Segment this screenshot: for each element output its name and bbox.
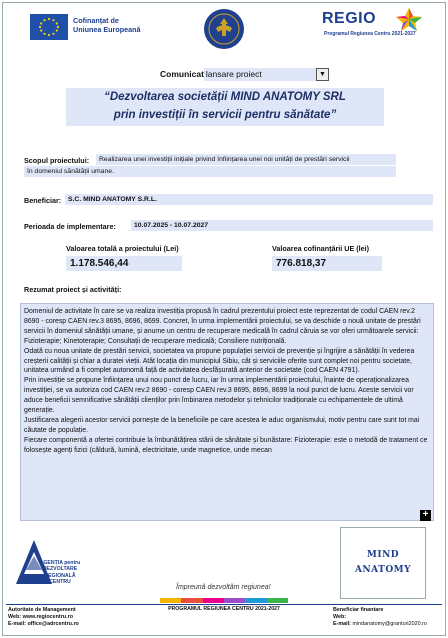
- comunicat-type-select[interactable]: [160, 68, 329, 81]
- slogan-color-bar: [160, 598, 288, 603]
- expand-plus-icon[interactable]: +: [420, 510, 431, 521]
- footer-right-title: Beneficiar finantare: [333, 607, 384, 613]
- footer-left-email: E-mail: office@adrcentru.ro: [8, 621, 79, 628]
- footer-left-info: [8, 607, 79, 629]
- beneficiar-field[interactable]: S.C. MIND ANATOMY S.R.L.: [65, 194, 433, 205]
- valoare-totala-label: Valoarea totală a proiectului (Lei): [66, 244, 179, 253]
- perioada-label: Perioada de implementare:: [24, 222, 116, 231]
- rezumat-paragraph: Justificarea alegerii acestor servicii pornește de la beneficiile pe care acestea le aduc organismului, motiv pentru care sunt tot mai căutate de populație.: [24, 416, 420, 434]
- rezumat-paragraph: Fiecare componentă a ofertei contribuie la îmbunătățirea stării de sănătate și bunăstare: Fizioterapie: este o metodă de tratament ce folosește agenți fizici (căldură, lumină, electricitate, unde magnetice, unde mecan: [24, 436, 428, 454]
- scop-field-line1[interactable]: Realizarea unei investiții inițiale privind înființarea unei noi unități de prestări servicii: [96, 154, 396, 165]
- scop-field-line2[interactable]: în domeniul sănătății umane.: [24, 166, 396, 177]
- eu-text-line1: Cofinanțat de: [73, 16, 119, 25]
- project-title-line2: prin investiții în servicii pentru sănătate”: [113, 109, 337, 121]
- adr-line1: AGENȚIA pentru: [39, 560, 81, 566]
- rezumat-label: Rezumat proiect și activități:: [24, 285, 122, 294]
- rezumat-paragraph: Domeniul de activitate în care se va realiza investiția propusă în cadrul prezentului proiect este reprezentat de codul CAEN rev.2 8690 - coresp CAEN rev.3 8695, 8696, 8699. Concret, în urma implementării proiectului, se va deschide o nouă unitate de prestări servicii în domeniul sănătății umane, și anume un centru de recuperare medicală în cadrul căruia se vor oferi următoarele servicii: Fizioterapie; Kinetoterapie; Consultații de recuperare medicală; Consiliere nutrițională.: [24, 308, 421, 345]
- comunicat-label: Comunicat: [160, 69, 204, 79]
- valoare-totala-field[interactable]: 1.178.546,44: [66, 256, 182, 271]
- footer-left-title: Autoritate de Management: [8, 607, 76, 613]
- beneficiary-logo-line2: ANATOMY: [354, 565, 412, 575]
- romanian-government-seal-icon: [203, 8, 245, 50]
- perioada-field[interactable]: 10.07.2025 - 10.07.2027: [131, 220, 433, 231]
- eu-flag-logo: [30, 14, 68, 40]
- beneficiary-logo-box: [340, 527, 426, 599]
- regio-star-icon: [394, 6, 424, 32]
- footer-right-email-label: E-mail:: [333, 621, 351, 628]
- eu-cofinancing-text: [73, 16, 141, 34]
- adr-line3: REGIONALĂ: [44, 572, 76, 579]
- footer-left-web: Web: www.regiocentru.ro: [8, 614, 73, 621]
- footer-right-email: mindanatomy@granturi2020.ro: [352, 621, 427, 628]
- rezumat-text: [21, 304, 433, 459]
- footer-program-text: PROGRAMUL REGIUNEA CENTRU 2021-2027: [168, 606, 280, 612]
- project-title-line1: “Dezvoltarea societății MIND ANATOMY SRL: [104, 91, 346, 103]
- footer-divider: [6, 604, 442, 605]
- regio-subtitle: Programul Regiunea Centru 2021-2027: [324, 31, 416, 37]
- beneficiary-logo-line1: MIND: [366, 550, 400, 560]
- slogan-text: Împreună dezvoltăm regiunea!: [176, 584, 271, 591]
- rezumat-paragraph: Prin investiție se propune înființarea unui nou punct de lucru, iar în urma implementării proiectului, înainte de operaționalizarea investiției, se va autoriza cod CAEN rev.2 8690 - coresp CAEN rev.3 8695, 8696, 8699 la noul punct de lucru. Aceste servicii vor aduce beneficii semnificative sănătății clienților prin îmbinarea metodelor și tehnicilor tradiționale cu echipamentele de ultimă generație.: [24, 377, 414, 415]
- footer-right-info: [333, 607, 427, 629]
- regio-logo: REGIO: [322, 10, 377, 27]
- scop-label: Scopul proiectului:: [24, 156, 90, 165]
- eu-text-line2: Uniunea Europeană: [73, 25, 141, 34]
- comunicat-value[interactable]: lansare proiect: [204, 68, 316, 81]
- beneficiar-label: Beneficiar:: [24, 196, 62, 205]
- adr-line2: DEZVOLTARE: [42, 566, 78, 573]
- chevron-down-icon[interactable]: ▼: [316, 68, 329, 81]
- valoare-ue-label: Valoarea cofinanțării UE (lei): [272, 244, 370, 253]
- adr-centru-text: [30, 560, 90, 585]
- rezumat-paragraph: Odată cu noua unitate de prestări servicii, societatea va propune populației servicii de prevenție și îngrijire a sănătății în vederea creșterii calității și chiar a duratei vieții. Atât locația din municipiul Sibiu, cât și serviciile oferite sunt complet noi pentru societate, unitatea urmând a fi complet autonomă față de activitatea desfășurată anterior de societate (cod CAEN 4791).: [24, 347, 415, 375]
- rezumat-textarea[interactable]: [20, 303, 434, 521]
- valoare-ue-field[interactable]: 776.818,37: [272, 256, 382, 271]
- footer-right-web: Web:: [333, 614, 347, 621]
- adr-line4: CENTRU: [49, 578, 71, 585]
